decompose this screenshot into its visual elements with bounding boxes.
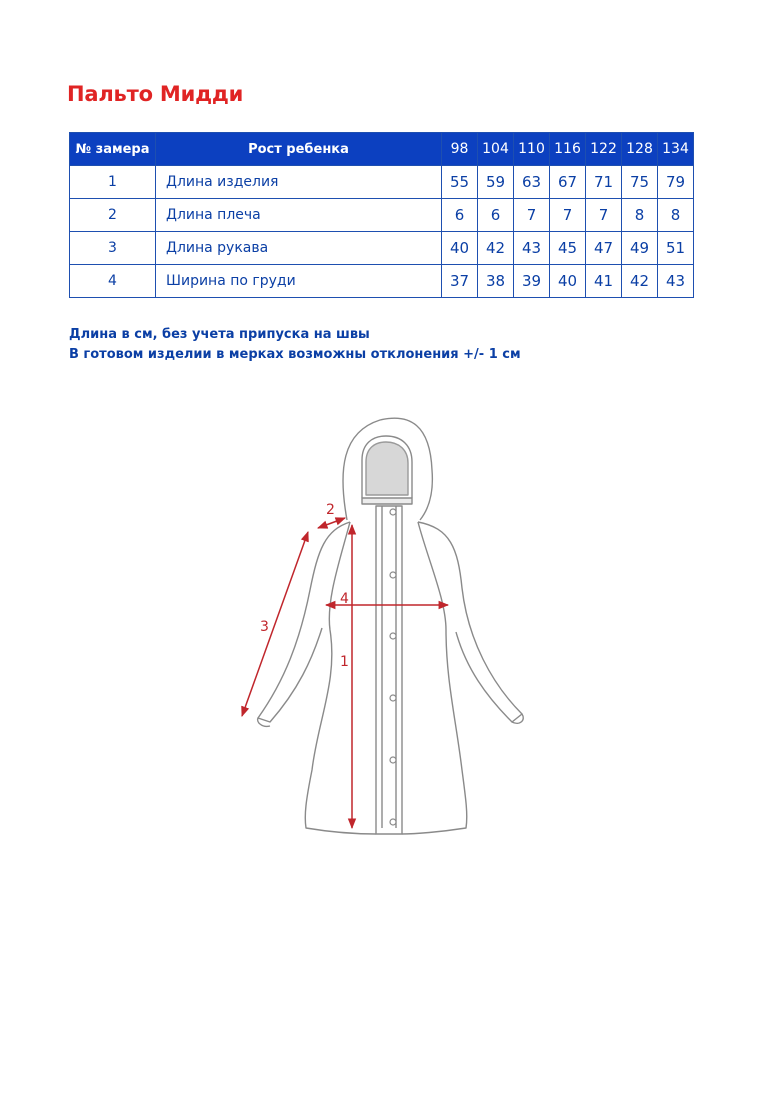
row-value: 43 <box>658 265 694 298</box>
button-icon <box>390 509 396 515</box>
row-value: 55 <box>442 166 478 199</box>
row-value: 67 <box>550 166 586 199</box>
header-size: 128 <box>622 133 658 166</box>
row-value: 51 <box>658 232 694 265</box>
right-body <box>402 522 467 834</box>
header-size: 134 <box>658 133 694 166</box>
measure-3-sleeve <box>242 532 308 716</box>
row-value: 8 <box>658 199 694 232</box>
row-number: 1 <box>70 166 156 199</box>
button-icon <box>390 757 396 763</box>
measure-label-1: 1 <box>340 654 349 670</box>
button-icon <box>390 695 396 701</box>
row-value: 79 <box>658 166 694 199</box>
row-measure-name: Длина плеча <box>156 199 442 232</box>
measure-label-3: 3 <box>260 619 269 635</box>
row-value: 42 <box>478 232 514 265</box>
header-size: 98 <box>442 133 478 166</box>
row-measure-name: Длина изделия <box>156 166 442 199</box>
row-value: 43 <box>514 232 550 265</box>
button-icon <box>390 633 396 639</box>
left-body <box>305 522 376 834</box>
row-value: 71 <box>586 166 622 199</box>
row-measure-name: Длина рукава <box>156 232 442 265</box>
header-measure-number: № замера <box>70 133 156 166</box>
hood-lining <box>366 442 408 495</box>
row-value: 7 <box>550 199 586 232</box>
header-size: 104 <box>478 133 514 166</box>
header-size: 110 <box>514 133 550 166</box>
note-seam-allowance: Длина в см, без учета припуска на швы <box>69 327 370 342</box>
row-value: 37 <box>442 265 478 298</box>
placket <box>376 506 402 834</box>
row-number: 3 <box>70 232 156 265</box>
measure-lines <box>242 518 448 828</box>
button-icon <box>390 819 396 825</box>
row-value: 40 <box>550 265 586 298</box>
header-size: 122 <box>586 133 622 166</box>
row-number: 2 <box>70 199 156 232</box>
row-value: 6 <box>478 199 514 232</box>
row-value: 45 <box>550 232 586 265</box>
measure-label-4: 4 <box>340 591 349 607</box>
row-value: 49 <box>622 232 658 265</box>
left-sleeve <box>258 522 350 722</box>
button-icon <box>390 572 396 578</box>
row-value: 47 <box>586 232 622 265</box>
row-value: 63 <box>514 166 550 199</box>
row-value: 59 <box>478 166 514 199</box>
coat-outline <box>258 418 524 834</box>
product-title: Пальто Мидди <box>67 82 244 106</box>
measure-label-2: 2 <box>326 502 335 518</box>
row-value: 39 <box>514 265 550 298</box>
row-value: 38 <box>478 265 514 298</box>
row-value: 6 <box>442 199 478 232</box>
header-child-height: Рост ребенка <box>156 133 442 166</box>
hood-brim <box>362 498 412 504</box>
row-value: 8 <box>622 199 658 232</box>
right-sleeve <box>418 522 522 722</box>
row-measure-name: Ширина по груди <box>156 265 442 298</box>
right-cuff <box>512 714 523 723</box>
header-size: 116 <box>550 133 586 166</box>
row-value: 42 <box>622 265 658 298</box>
row-value: 7 <box>586 199 622 232</box>
row-value: 41 <box>586 265 622 298</box>
row-value: 7 <box>514 199 550 232</box>
row-number: 4 <box>70 265 156 298</box>
row-value: 75 <box>622 166 658 199</box>
note-tolerance: В готовом изделии в мерках возможны отклонения +/- 1 см <box>69 347 521 362</box>
row-value: 40 <box>442 232 478 265</box>
